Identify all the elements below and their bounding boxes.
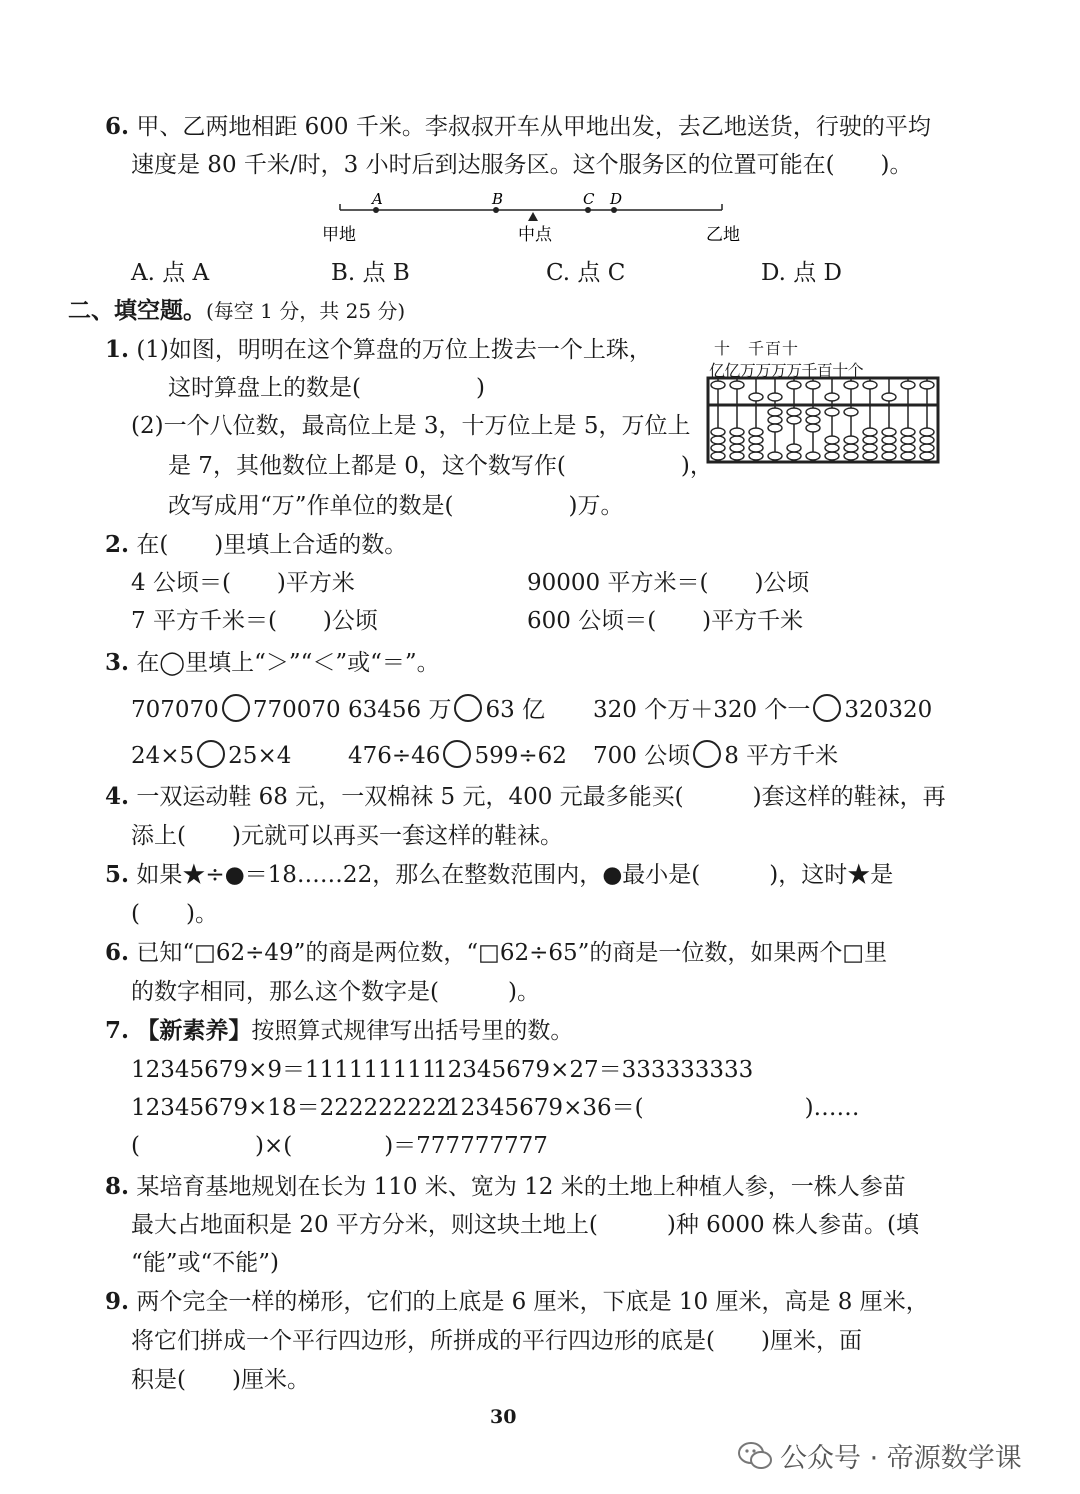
abacus-lower-bead xyxy=(863,428,877,436)
f6-line2: 的数字相同，那么这个数字是( )。 xyxy=(131,979,540,1005)
abacus-top-labels: 十 千百十 xyxy=(714,339,800,358)
abacus-lower-bead xyxy=(806,416,820,424)
compare-right: 320320 xyxy=(844,697,933,723)
point-c-label: C xyxy=(583,190,595,208)
abacus-lower-bead xyxy=(901,428,915,436)
abacus-upper-bead xyxy=(768,393,782,401)
f4-line2: 添上( )元就可以再买一套这样的鞋袜。 xyxy=(131,823,563,849)
abacus-lower-bead xyxy=(844,436,858,444)
abacus-lower-bead xyxy=(730,452,744,460)
point-d-label: D xyxy=(610,190,623,208)
label-end: 乙地 xyxy=(706,225,740,245)
abacus-lower-bead xyxy=(768,424,782,432)
f3-compare-5 xyxy=(348,740,567,771)
f2-number: 2. xyxy=(105,531,130,558)
abacus-upper-bead xyxy=(749,393,763,401)
compare-circle[interactable] xyxy=(443,740,471,768)
compare-circle[interactable] xyxy=(222,694,250,722)
abacus xyxy=(706,376,940,464)
abacus-lower-bead xyxy=(863,452,877,460)
f1-number: 1. xyxy=(105,336,130,363)
abacus-upper-bead xyxy=(711,381,725,389)
abacus-lower-bead xyxy=(844,408,858,416)
abacus-lower-bead xyxy=(882,452,896,460)
f2-item-4: 600 公顷＝( )平方千米 xyxy=(527,608,804,634)
section2-note: (每空 1 分，共 25 分) xyxy=(206,299,406,323)
watermark xyxy=(738,1436,1022,1475)
abacus-lower-bead xyxy=(825,452,839,460)
abacus-lower-bead xyxy=(806,408,820,416)
f4-line1 xyxy=(105,782,946,812)
f2-item-2: 90000 平方米＝( )公顷 xyxy=(527,570,810,596)
abacus-lower-bead xyxy=(825,444,839,452)
abacus-upper-bead xyxy=(844,381,858,389)
compare-left: 320 个万＋320 个一 xyxy=(593,697,811,723)
f1-text-line1: (1)如图，明明在这个算盘的万位上拨去一个上珠， xyxy=(136,337,652,363)
f5-text-line1: 如果★÷●＝18……22，那么在整数范围内，●最小是( )，这时★是 xyxy=(136,862,894,888)
wechat-icon xyxy=(738,1441,772,1471)
compare-left: 24×5 xyxy=(131,743,195,769)
abacus-lower-bead xyxy=(768,416,782,424)
abacus-upper-bead xyxy=(806,381,820,389)
abacus-lower-bead xyxy=(749,436,763,444)
compare-circle[interactable] xyxy=(813,694,841,722)
abacus-lower-bead xyxy=(711,436,725,444)
f9-line3: 积是( )厘米。 xyxy=(131,1367,310,1393)
abacus-lower-bead xyxy=(806,424,820,432)
f5-number: 5. xyxy=(105,861,130,888)
f7-eq3: 12345679×18＝222222222 xyxy=(131,1095,452,1121)
watermark-text: 公众号 · 帝源数学课 xyxy=(780,1443,1022,1474)
f7-title-line xyxy=(105,1016,573,1046)
f7-eq1: 12345679×9＝111111111 xyxy=(131,1057,437,1083)
abacus-lower-bead xyxy=(806,452,820,460)
f3-title: 在◯里填上“＞”“＜”或“＝”。 xyxy=(136,650,440,676)
f7-tag: 【新素养】 xyxy=(136,1017,252,1044)
f6-text-line1: 已知“□62÷49”的商是两位数，“□62÷65”的商是一位数，如果两个□里 xyxy=(136,940,888,966)
f3-compare-4 xyxy=(131,740,291,771)
q6-option-b: B. 点 B xyxy=(331,260,410,286)
f3-compare-1 xyxy=(131,694,341,725)
compare-right: 25×4 xyxy=(228,743,292,769)
f8-line1 xyxy=(105,1172,906,1202)
abacus-place-labels: 亿亿万万万万千百十个 xyxy=(709,361,864,380)
abacus-lower-bead xyxy=(787,416,801,424)
abacus-lower-bead xyxy=(711,428,725,436)
f8-line3: “能”或“不能”) xyxy=(131,1250,280,1276)
f7-eq5: ( )×( )＝777777777 xyxy=(131,1133,548,1159)
abacus-lower-bead xyxy=(901,452,915,460)
abacus-lower-bead xyxy=(863,436,877,444)
abacus-lower-bead xyxy=(920,436,934,444)
abacus-lower-bead xyxy=(711,452,725,460)
f1-line1 xyxy=(105,335,652,365)
compare-right: 8 平方千米 xyxy=(724,743,839,769)
f3-compare-2 xyxy=(348,694,545,725)
f4-text-line1: 一双运动鞋 68 元，一双棉袜 5 元，400 元最多能买( )套这样的鞋袜，再 xyxy=(136,784,946,810)
abacus-lower-bead xyxy=(787,452,801,460)
abacus-upper-bead xyxy=(863,381,877,389)
section2-title: 二、填空题。 xyxy=(68,297,206,324)
q6-option-c: C. 点 C xyxy=(546,260,626,286)
compare-right: 599÷62 xyxy=(474,743,567,769)
abacus-lower-bead xyxy=(825,436,839,444)
abacus-upper-bead xyxy=(825,393,839,401)
abacus-lower-bead xyxy=(787,444,801,452)
compare-right: 63 亿 xyxy=(485,697,546,723)
f8-text-line1: 某培育基地规划在长为 110 米、宽为 12 米的土地上种植人参，一株人参苗 xyxy=(136,1174,906,1200)
f2-item-1: 4 公顷＝( )平方米 xyxy=(131,570,355,596)
abacus-lower-bead xyxy=(749,452,763,460)
f2-title: 在( )里填上合适的数。 xyxy=(136,532,408,558)
compare-circle[interactable] xyxy=(197,740,225,768)
f8-line2: 最大占地面积是 20 平方分米，则这块土地上( )种 6000 株人参苗。(填 xyxy=(131,1212,919,1238)
f1-line2: 这时算盘上的数是( ) xyxy=(168,375,485,401)
page-number: 30 xyxy=(490,1406,517,1428)
abacus-lower-bead xyxy=(749,428,763,436)
f9-number: 9. xyxy=(105,1288,130,1315)
compare-left: 63456 万 xyxy=(348,697,452,723)
f2-title-line xyxy=(105,530,407,560)
abacus-lower-bead xyxy=(920,428,934,436)
f5-line2: ( )。 xyxy=(131,901,218,927)
q6-number: 6. xyxy=(105,113,130,140)
f2-item-3: 7 平方千米＝( )公顷 xyxy=(131,608,378,634)
f3-compare-3 xyxy=(593,694,932,725)
compare-left: 700 公顷 xyxy=(593,743,691,769)
midpoint-marker xyxy=(528,212,538,221)
point-a-label: A xyxy=(372,190,383,208)
point-b-label: B xyxy=(492,190,504,208)
f7-eq2: 12345679×27＝333333333 xyxy=(433,1057,754,1083)
f3-compare-6 xyxy=(593,740,838,771)
compare-circle[interactable] xyxy=(454,694,482,722)
abacus-lower-bead xyxy=(920,444,934,452)
q6-line2: 速度是 80 千米/时，3 小时后到达服务区。这个服务区的位置可能在( )。 xyxy=(131,152,913,178)
f3-number: 3. xyxy=(105,649,130,676)
abacus-lower-bead xyxy=(825,408,839,416)
abacus-lower-bead xyxy=(901,444,915,452)
f1-line5: 改写成用“万”作单位的数是( )万。 xyxy=(168,493,624,519)
q6-text-line1: 甲、乙两地相距 600 千米。李叔叔开车从甲地出发，去乙地送货，行驶的平均 xyxy=(136,114,931,140)
f9-line2: 将它们拼成一个平行四边形，所拼成的平行四边形的底是( )厘米，面 xyxy=(131,1328,862,1354)
abacus-upper-bead xyxy=(901,381,915,389)
compare-left: 476÷46 xyxy=(348,743,441,769)
abacus-lower-bead xyxy=(730,428,744,436)
abacus-lower-bead xyxy=(787,408,801,416)
f9-line1 xyxy=(105,1287,929,1317)
section2-heading xyxy=(68,296,405,326)
abacus-lower-bead xyxy=(844,444,858,452)
f3-title-line xyxy=(105,648,440,678)
f1-line4: 是 7，其他数位上都是 0，这个数写作( )， xyxy=(168,453,713,479)
abacus-lower-bead xyxy=(882,436,896,444)
abacus-lower-bead xyxy=(768,408,782,416)
label-start: 甲地 xyxy=(322,225,356,245)
abacus-lower-bead xyxy=(844,452,858,460)
f7-eq4: 12345679×36＝( )…… xyxy=(446,1095,860,1121)
f9-text-line1: 两个完全一样的梯形，它们的上底是 6 厘米，下底是 10 厘米，高是 8 厘米， xyxy=(136,1289,929,1315)
f8-number: 8. xyxy=(105,1173,130,1200)
q6-option-a: A. 点 A xyxy=(131,260,210,286)
abacus-lower-bead xyxy=(882,428,896,436)
abacus-rods xyxy=(711,379,934,461)
abacus-upper-bead xyxy=(787,381,801,389)
compare-right: 770070 xyxy=(252,697,341,723)
f1-line3: (2)一个八位数，最高位上是 3，十万位上是 5，万位上 xyxy=(131,413,691,439)
f6-line1 xyxy=(105,938,887,968)
number-line-diagram xyxy=(320,188,760,252)
abacus-lower-bead xyxy=(920,452,934,460)
abacus-lower-bead xyxy=(768,452,782,460)
abacus-lower-bead xyxy=(882,444,896,452)
abacus-lower-bead xyxy=(749,444,763,452)
abacus-upper-bead xyxy=(730,381,744,389)
abacus-lower-bead xyxy=(730,436,744,444)
f4-number: 4. xyxy=(105,783,130,810)
abacus-lower-bead xyxy=(863,444,877,452)
q6-option-d: D. 点 D xyxy=(761,260,842,286)
f6-number: 6. xyxy=(105,939,130,966)
compare-circle[interactable] xyxy=(693,740,721,768)
f7-title: 按照算式规律写出括号里的数。 xyxy=(251,1018,574,1044)
abacus-lower-bead xyxy=(901,436,915,444)
abacus-upper-bead xyxy=(882,393,896,401)
q6-line1 xyxy=(105,112,931,142)
f5-line1 xyxy=(105,860,893,890)
f7-number: 7. xyxy=(105,1017,130,1044)
abacus-lower-bead xyxy=(711,444,725,452)
abacus-upper-bead xyxy=(920,381,934,389)
label-midpoint: 中点 xyxy=(518,225,552,245)
abacus-lower-bead xyxy=(730,444,744,452)
compare-left: 707070 xyxy=(131,697,219,723)
